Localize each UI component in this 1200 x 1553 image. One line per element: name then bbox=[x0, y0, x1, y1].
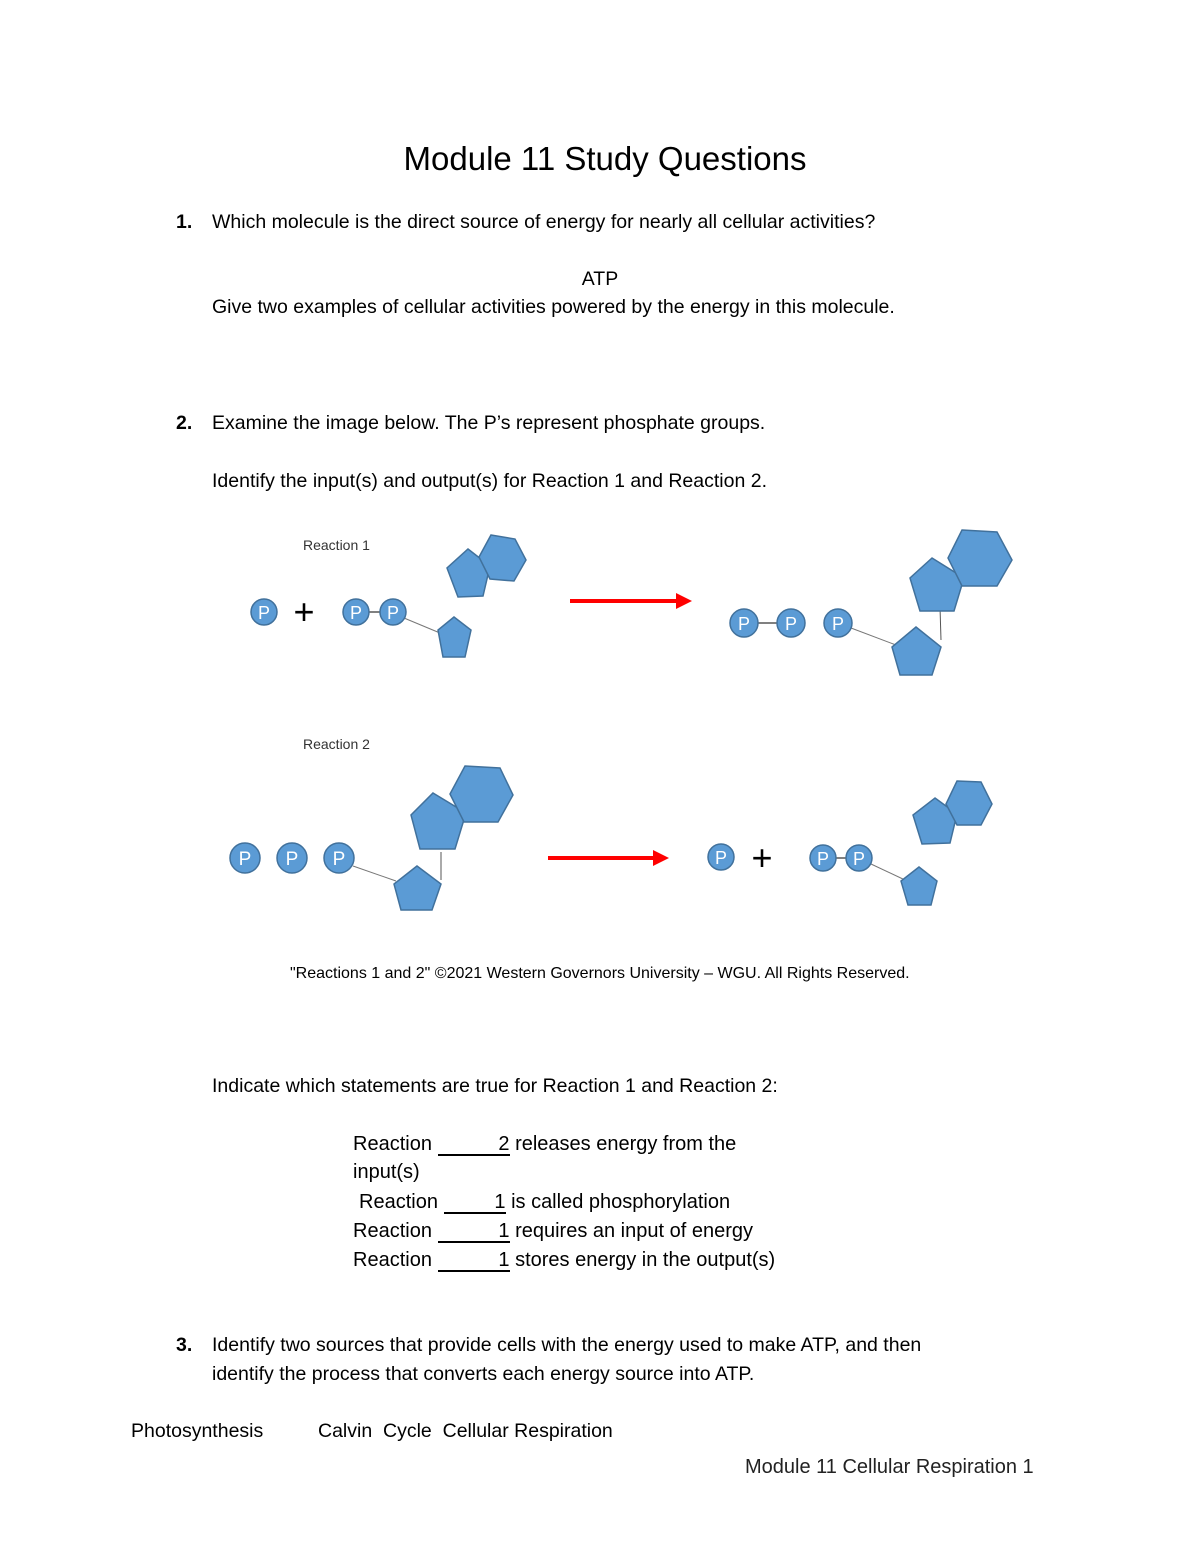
phosphate-label: P bbox=[831, 614, 845, 634]
statement-prefix: Reaction bbox=[359, 1191, 438, 1213]
page-footer: Module 11 Cellular Respiration 1 bbox=[745, 1456, 1034, 1478]
statement-text: is called phosphorylation bbox=[511, 1191, 731, 1213]
answer-blank[interactable]: 1 bbox=[444, 1192, 506, 1214]
statement-prefix: Reaction bbox=[353, 1133, 432, 1155]
statement-1 bbox=[353, 1133, 736, 1156]
phosphate-label: P bbox=[238, 849, 252, 870]
phosphate-label: P bbox=[285, 849, 299, 870]
ribose-pentagon bbox=[438, 617, 471, 657]
answer-blank[interactable]: 1 bbox=[438, 1250, 510, 1272]
q1-number: 1. bbox=[176, 211, 193, 233]
phosphate-label: P bbox=[737, 614, 751, 634]
q1-followup: Give two examples of cellular activities powered by the energy in this molecule. bbox=[212, 296, 895, 318]
plus-sign: + bbox=[293, 591, 315, 632]
plus-sign: + bbox=[751, 837, 773, 878]
statement-text: requires an input of energy bbox=[515, 1220, 753, 1242]
reaction2-label: Reaction 2 bbox=[303, 736, 370, 752]
statement-prefix: Reaction bbox=[353, 1249, 432, 1271]
ribose-pentagon bbox=[901, 867, 937, 905]
q1-question: Which molecule is the direct source of energy for nearly all cellular activities? bbox=[212, 211, 876, 233]
ribose-pentagon bbox=[394, 866, 441, 910]
adp-molecule-output bbox=[810, 781, 992, 905]
phosphate-circle bbox=[708, 844, 734, 870]
q2-intro: Examine the image below. The P’s represent phosphate groups. bbox=[212, 412, 766, 434]
q3-line2: identify the process that converts each energy source into ATP. bbox=[212, 1363, 755, 1385]
adp-molecule-input bbox=[343, 535, 526, 657]
q3-line1: Identify two sources that provide cells with the energy used to make ATP, and then bbox=[212, 1334, 922, 1356]
reaction1-label: Reaction 1 bbox=[303, 537, 370, 553]
phosphate-label: P bbox=[784, 614, 798, 634]
q3-answer-2: Calvin Cycle Cellular Respiration bbox=[318, 1420, 613, 1442]
statement-text: stores energy in the output(s) bbox=[515, 1249, 776, 1271]
q3-number: 3. bbox=[176, 1334, 193, 1356]
phosphate-circle bbox=[251, 599, 277, 625]
image-credit: "Reactions 1 and 2" ©2021 Western Governors University – WGU. All Rights Reserved. bbox=[290, 965, 910, 982]
adenine-hexagon bbox=[948, 530, 1012, 586]
q2-number: 2. bbox=[176, 412, 193, 434]
q1-answer: ATP bbox=[581, 268, 619, 290]
statement-1-continuation: input(s) bbox=[353, 1161, 420, 1183]
statements-intro: Indicate which statements are true for Reaction 1 and Reaction 2: bbox=[212, 1075, 778, 1097]
statement-prefix: Reaction bbox=[353, 1220, 432, 1242]
adenine-hexagon bbox=[946, 781, 992, 825]
reaction1-arrow bbox=[570, 593, 692, 609]
ribose-pentagon bbox=[892, 627, 941, 675]
phosphate-label: P bbox=[257, 603, 271, 623]
phosphate-label: P bbox=[349, 603, 363, 623]
statement-text: releases energy from the bbox=[515, 1133, 737, 1155]
reaction2-arrow bbox=[548, 850, 669, 866]
adenine-hexagon bbox=[450, 766, 513, 822]
q3-answer-1: Photosynthesis bbox=[131, 1420, 264, 1442]
phosphate-label: P bbox=[714, 848, 728, 868]
atp-molecule-input bbox=[230, 766, 513, 910]
phosphate-label: P bbox=[852, 849, 866, 869]
answer-blank[interactable]: 1 bbox=[438, 1221, 510, 1243]
statement-4 bbox=[353, 1249, 775, 1272]
statement-2 bbox=[359, 1191, 730, 1214]
phosphate-label: P bbox=[332, 849, 346, 870]
answer-blank[interactable]: 2 bbox=[438, 1134, 510, 1156]
phosphate-label: P bbox=[386, 603, 400, 623]
page-title: Module 11 Study Questions bbox=[403, 140, 807, 177]
statement-3 bbox=[353, 1220, 753, 1243]
q2-instruction: Identify the input(s) and output(s) for Reaction 1 and Reaction 2. bbox=[212, 470, 767, 492]
atp-molecule-output bbox=[730, 530, 1012, 675]
phosphate-label: P bbox=[816, 849, 830, 869]
